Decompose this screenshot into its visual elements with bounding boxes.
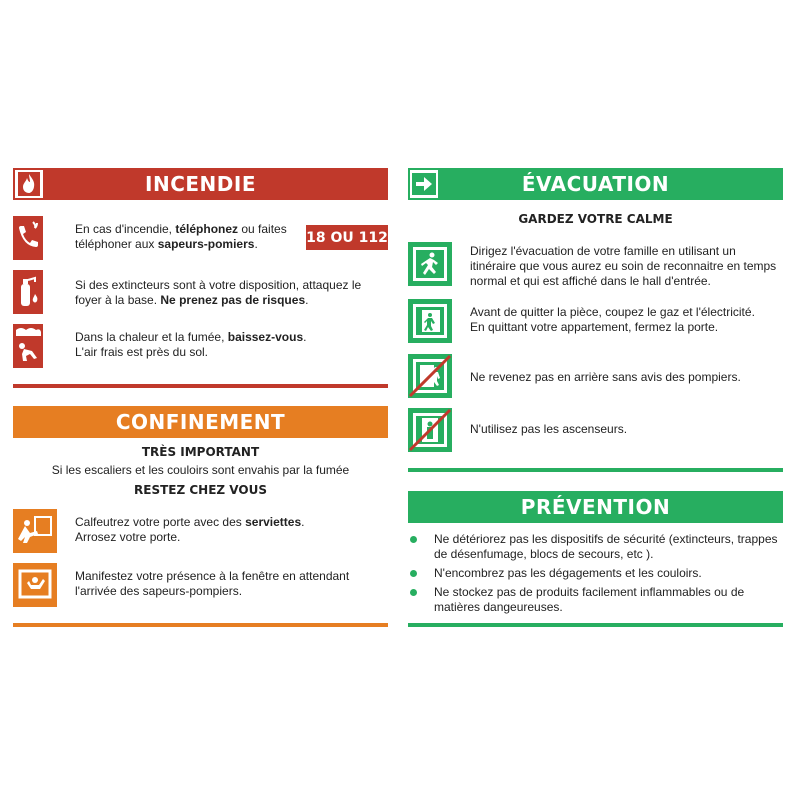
text-bold: téléphonez [175,222,239,236]
fire-phone-icon [13,216,43,260]
list-item-text: Ne stockez pas de produits facilement inflammables ou de matières dangeureuses. [434,585,745,614]
prevention-header [408,491,783,523]
incendie-divider [13,384,388,388]
bullet-icon [410,536,417,543]
prevention-title: PRÉVENTION [520,495,671,519]
text-part: . [303,330,307,344]
prevention-list [408,532,780,619]
confinement-title: CONFINEMENT [115,410,286,434]
text-part: En quittant votre appartement, fermez la porte. [470,320,719,334]
evacuation-subtitle: GARDEZ VOTRE CALME [518,212,673,226]
text-part: ou faites téléphoner aux [75,222,287,251]
incendie-text-2 [75,278,373,308]
incendie-text-1 [75,222,293,252]
fire-extinguisher-icon [13,270,43,314]
confinement-condition: Si les escaliers et les couloirs sont envahis par la fumée [51,463,350,477]
incendie-title: INCENDIE [145,172,256,196]
list-item-text: N'encombrez pas les dégagements et les couloirs. [434,566,702,580]
crawl-under-smoke-icon [13,324,43,368]
no-going-back-icon [408,354,452,398]
evacuation-row-door [408,299,783,343]
text-part: Calfeutrez votre porte avec des [75,515,246,529]
no-elevator-icon [408,408,452,452]
evacuation-row-no-back [408,354,783,398]
evacuation-row-no-elevator [408,408,783,452]
exit-door-icon [408,299,452,343]
evacuation-header [408,168,783,200]
signal-window-icon [13,563,57,607]
incendie-row-phone [13,216,293,260]
confinement-important: TRÈS IMPORTANT [141,445,260,459]
confinement-stay-home: RESTEZ CHEZ VOUS [134,483,267,497]
text-part: En cas d'incendie, [75,222,176,236]
text-part: L'air frais est près du sol. [75,345,209,359]
confinement-header [13,406,388,438]
incendie-text-3 [75,330,306,360]
bullet-icon [410,570,417,577]
text-bold: serviettes [245,515,302,529]
confinement-row-door [13,509,373,553]
text-part: . [254,237,258,251]
evacuation-row-exit [408,242,783,289]
incendie-row-extinguisher [13,270,373,314]
text-part: Avant de quitter la pièce, coupez le gaz et l'électricité. [470,305,755,319]
evacuation-text-2 [470,305,780,335]
list-item [408,585,780,615]
incendie-row-crawl [13,324,373,368]
confinement-row-window [13,563,373,607]
text-part: . [305,293,309,307]
text-bold: sapeurs-pomiers [157,237,255,251]
flame-icon [15,170,43,198]
list-item [408,566,780,581]
list-item-text: Ne détériorez pas les dispositifs de sécurité (extincteurs, trappes de désenfumage, blocs de secours, etc ). [434,532,778,561]
evacuation-text-4: N'utilisez pas les ascenseurs. [470,422,628,436]
confinement-text-2: Manifestez votre présence à la fenêtre en attendant l'arrivée des sapeurs-pompiers. [75,569,350,598]
text-part: Arrosez votre porte. [75,530,181,544]
text-part: . [301,515,305,529]
evacuation-text-1: Dirigez l'évacuation de votre famille en utilisant un itinéraire que vous aurez eu soin de reconnaitre en temps normal et qui est affiché dans le hall d'entrée. [470,244,777,288]
text-bold: Ne prenez pas de risques [160,293,306,307]
text-bold: baissez-vous [227,330,304,344]
seal-door-icon [13,509,57,553]
bullet-icon [410,589,417,596]
emergency-exit-icon [408,242,452,286]
arrow-right-icon [410,170,438,198]
text-part: Dans la chaleur et la fumée, [75,330,228,344]
confinement-text-1 [75,515,304,545]
list-item [408,532,780,562]
text-part: Si des extincteurs sont à votre disposition, attaquez le foyer à la base. [75,278,362,307]
confinement-divider [13,623,388,627]
evacuation-text-3: Ne revenez pas en arrière sans avis des pompiers. [470,370,741,384]
prevention-divider [408,623,783,627]
evacuation-divider [408,468,783,472]
incendie-header [13,168,388,200]
emergency-number: 18 OU 112 [306,225,388,250]
evacuation-title: ÉVACUATION [521,172,670,196]
